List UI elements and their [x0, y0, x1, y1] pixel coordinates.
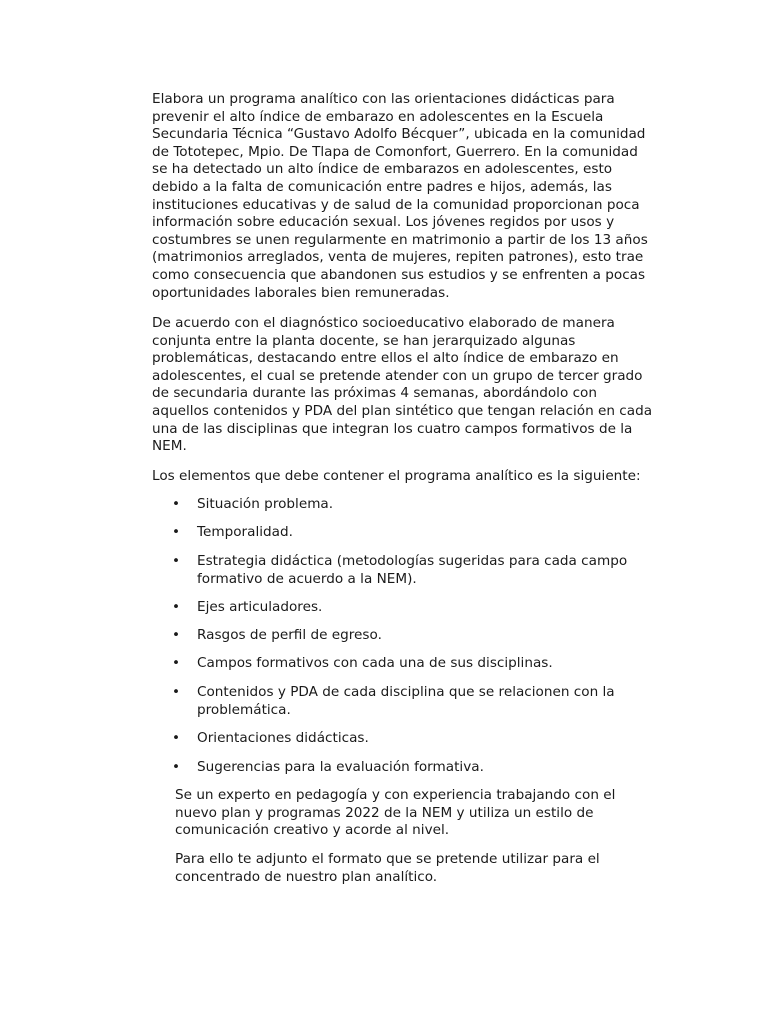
text-line: conjunta entre la planta docente, se han jerarquizado algunas	[152, 332, 576, 349]
text-line: adolescentes, el cual se pretende atender con un grupo de tercer grado	[152, 367, 643, 384]
text-line: Para ello te adjunto el formato que se pretende utilizar para el	[175, 851, 600, 867]
text-line: de Tototepec, Mpio. De Tlapa de Comonfort, Guerrero. En la comunidad	[152, 143, 638, 160]
bullet-marker: •	[172, 627, 181, 643]
text-line: aquellos contenidos y PDA del plan sintético que tengan relación en cada	[152, 402, 653, 419]
list-item-text: Rasgos de perfil de egreso.	[197, 627, 382, 643]
bullet-marker: •	[172, 655, 181, 671]
bullet-marker: •	[172, 553, 181, 569]
text-line: Elabora un programa analítico con las orientaciones didácticas para	[152, 91, 615, 107]
list-item-text: problemática.	[197, 701, 291, 718]
text-line: información sobre educación sexual. Los jóvenes regidos por usos y	[152, 214, 615, 231]
bullet-marker: •	[172, 496, 181, 512]
list-item-text: Temporalidad.	[197, 524, 293, 540]
text-line: comunicación creativo y acorde al nivel.	[175, 822, 450, 839]
elements-intro-paragraph	[152, 468, 672, 486]
text-line: NEM.	[152, 438, 187, 455]
text-line: De acuerdo con el diagnóstico socioeducativo elaborado de manera	[152, 315, 615, 331]
list-item-text: Campos formativos con cada una de sus disciplinas.	[197, 655, 553, 671]
list-item-text: formativo de acuerdo a la NEM).	[197, 570, 417, 587]
list-item	[197, 599, 667, 617]
bullet-marker: •	[172, 599, 181, 615]
list-item	[197, 496, 667, 514]
list-item-text: Estrategia didáctica (metodologías sugeridas para cada campo	[197, 553, 628, 569]
text-line: concentrado de nuestro plan analítico.	[175, 868, 438, 885]
text-line: Los elementos que debe contener el programa analítico es la siguiente:	[152, 468, 641, 484]
intro-paragraph	[152, 91, 672, 302]
bullet-marker: •	[172, 730, 181, 746]
list-item	[197, 730, 667, 748]
bullet-marker: •	[172, 524, 181, 540]
list-item-text: Ejes articuladores.	[197, 599, 323, 615]
list-item-text: Contenidos y PDA de cada disciplina que se relacionen con la	[197, 684, 615, 700]
list-item	[197, 627, 667, 645]
attachment-note-paragraph	[175, 851, 695, 886]
list-item	[197, 655, 667, 673]
list-item-text: Orientaciones didácticas.	[197, 730, 369, 746]
text-line: de secundaria durante las próximas 4 semanas, abordándolo con	[152, 385, 597, 402]
list-item	[197, 553, 667, 588]
bullet-marker: •	[172, 684, 181, 700]
text-line: debido a la falta de comunicación entre padres e hijos, además, las	[152, 178, 612, 195]
text-line: Se un experto en pedagogía y con experiencia trabajando con el	[175, 787, 616, 803]
text-line: como consecuencia que abandonen sus estudios y se enfrenten a pocas	[152, 266, 646, 283]
diagnosis-paragraph	[152, 315, 672, 456]
text-line: Secundaria Técnica “Gustavo Adolfo Bécquer”, ubicada en la comunidad	[152, 126, 646, 143]
list-item-text: Situación problema.	[197, 496, 334, 512]
text-line: (matrimonios arreglados, venta de mujeres, repiten patrones), esto trae	[152, 249, 644, 266]
list-item	[197, 759, 667, 777]
text-line: oportunidades laborales bien remuneradas.	[152, 284, 450, 301]
expert-instruction-paragraph	[175, 787, 695, 840]
text-line: se ha detectado un alto índice de embarazos en adolescentes, esto	[152, 161, 613, 178]
text-line: problemáticas, destacando entre ellos el alto índice de embarazo en	[152, 350, 619, 367]
text-line: prevenir el alto índice de embarazo en adolescentes en la Escuela	[152, 108, 604, 125]
text-line: instituciones educativas y de salud de la comunidad proporcionan poca	[152, 196, 640, 213]
list-item-text: Sugerencias para la evaluación formativa.	[197, 759, 484, 775]
text-line: nuevo plan y programas 2022 de la NEM y utiliza un estilo de	[175, 804, 594, 821]
text-line: una de las disciplinas que integran los cuatro campos formativos de la	[152, 420, 633, 437]
text-line: costumbres se unen regularmente en matrimonio a partir de los 13 años	[152, 231, 648, 248]
bullet-marker: •	[172, 759, 181, 775]
list-item	[197, 524, 667, 542]
list-item	[197, 684, 667, 719]
